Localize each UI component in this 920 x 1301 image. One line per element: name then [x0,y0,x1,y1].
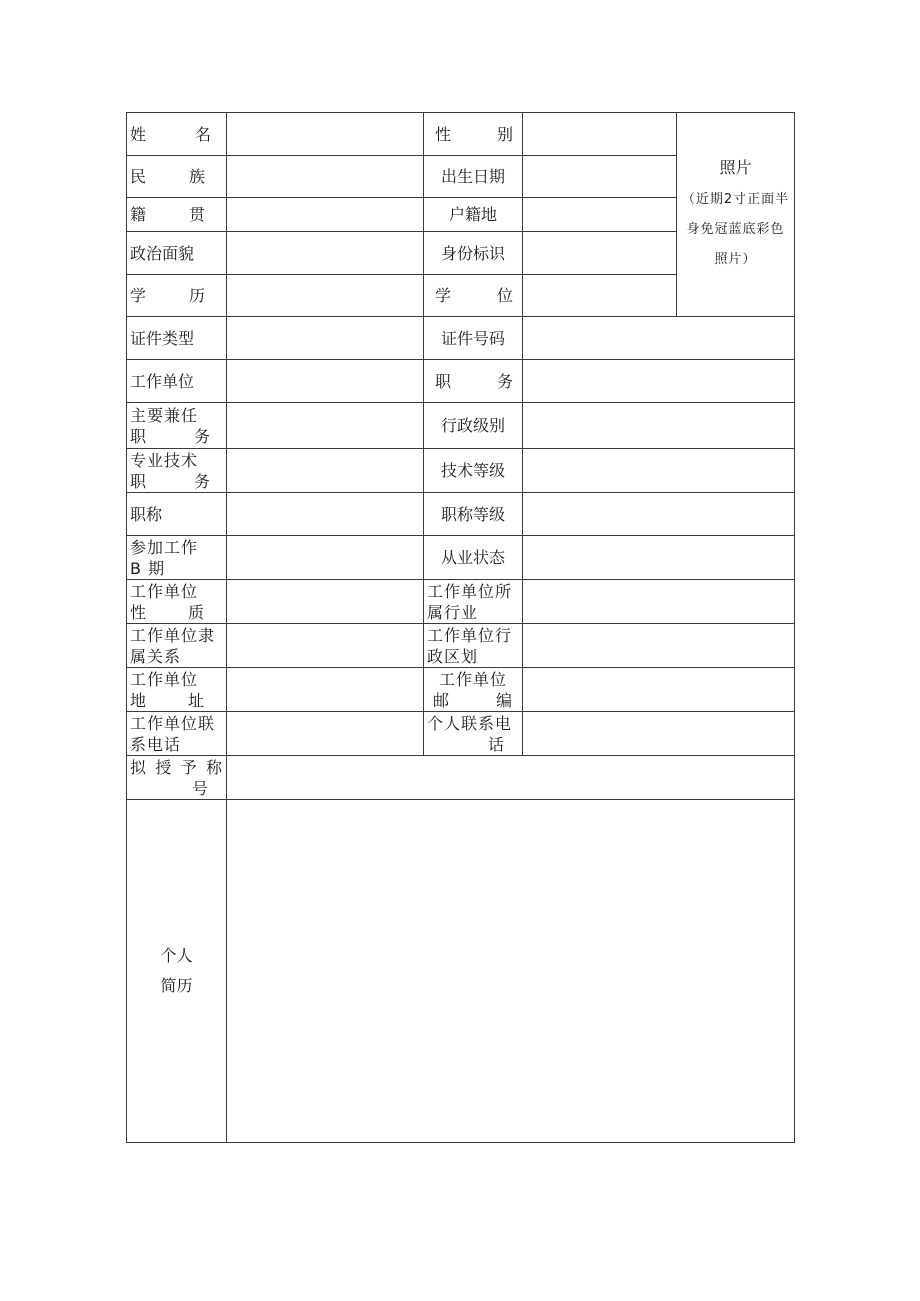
name-field[interactable] [227,113,424,156]
birth-date-field[interactable] [523,156,677,198]
unit-postcode-label: 工作单位 邮 编 [424,668,523,712]
household-label: 户籍地 [424,198,523,232]
unit-affiliation-label: 工作单位隶 属关系 [127,624,227,668]
cert-type-field[interactable] [227,317,424,360]
cert-type-label: 证件类型 [127,317,227,360]
unit-phone-field[interactable] [227,712,424,756]
household-field[interactable] [523,198,677,232]
photo-box[interactable] [677,113,795,317]
unit-region-label: 工作单位行 政区划 [424,624,523,668]
unit-phone-label: 工作单位联 系电话 [127,712,227,756]
admin-level-field[interactable] [523,403,795,449]
position-label: 职 务 [424,360,523,403]
work-unit-label: 工作单位 [127,360,227,403]
cert-number-label: 证件号码 [424,317,523,360]
name-label: 姓 名 [127,113,227,156]
concurrent-label: 主要兼任 职 务 [127,403,227,449]
native-place-field[interactable] [227,198,424,232]
photo-note: （近期2寸正面半身免冠蓝底彩色照片） [681,192,790,267]
unit-industry-field[interactable] [523,580,795,624]
proposed-title-field[interactable] [227,756,795,800]
unit-nature-label: 工作单位 性 质 [127,580,227,624]
unit-nature-field[interactable] [227,580,424,624]
work-unit-field[interactable] [227,360,424,403]
work-start-field[interactable] [227,536,424,580]
registration-form-table [126,112,795,1143]
title-level-label: 职称等级 [424,493,523,536]
photo-title: 照片 [719,158,752,177]
unit-address-field[interactable] [227,668,424,712]
employment-status-field[interactable] [523,536,795,580]
employment-status-label: 从业状态 [424,536,523,580]
title-label: 职称 [127,493,227,536]
political-label: 政治面貌 [127,232,227,275]
unit-region-field[interactable] [523,624,795,668]
resume-field[interactable] [227,800,795,1143]
unit-industry-label: 工作单位所 属行业 [424,580,523,624]
education-label: 学 历 [127,275,227,317]
proposed-title-label: 拟 授 予 称 号 [127,756,227,800]
unit-affiliation-field[interactable] [227,624,424,668]
personal-phone-label: 个人联系电 话 [424,712,523,756]
cert-number-field[interactable] [523,317,795,360]
concurrent-field[interactable] [227,403,424,449]
ethnicity-field[interactable] [227,156,424,198]
tech-position-label: 专业技术 职 务 [127,449,227,493]
gender-label: 性 别 [424,113,523,156]
degree-field[interactable] [523,275,677,317]
title-field[interactable] [227,493,424,536]
resume-label: 个人 简历 [127,800,227,1143]
birth-date-label: 出生日期 [424,156,523,198]
gender-field[interactable] [523,113,677,156]
tech-position-field[interactable] [227,449,424,493]
unit-postcode-field[interactable] [523,668,795,712]
ethnicity-label: 民 族 [127,156,227,198]
work-start-label: 参加工作 B 期 [127,536,227,580]
personal-phone-field[interactable] [523,712,795,756]
tech-level-field[interactable] [523,449,795,493]
unit-address-label: 工作单位 地 址 [127,668,227,712]
position-field[interactable] [523,360,795,403]
id-mark-label: 身份标识 [424,232,523,275]
political-field[interactable] [227,232,424,275]
native-place-label: 籍 贯 [127,198,227,232]
title-level-field[interactable] [523,493,795,536]
tech-level-label: 技术等级 [424,449,523,493]
degree-label: 学 位 [424,275,523,317]
admin-level-label: 行政级别 [424,403,523,449]
education-field[interactable] [227,275,424,317]
id-mark-field[interactable] [523,232,677,275]
